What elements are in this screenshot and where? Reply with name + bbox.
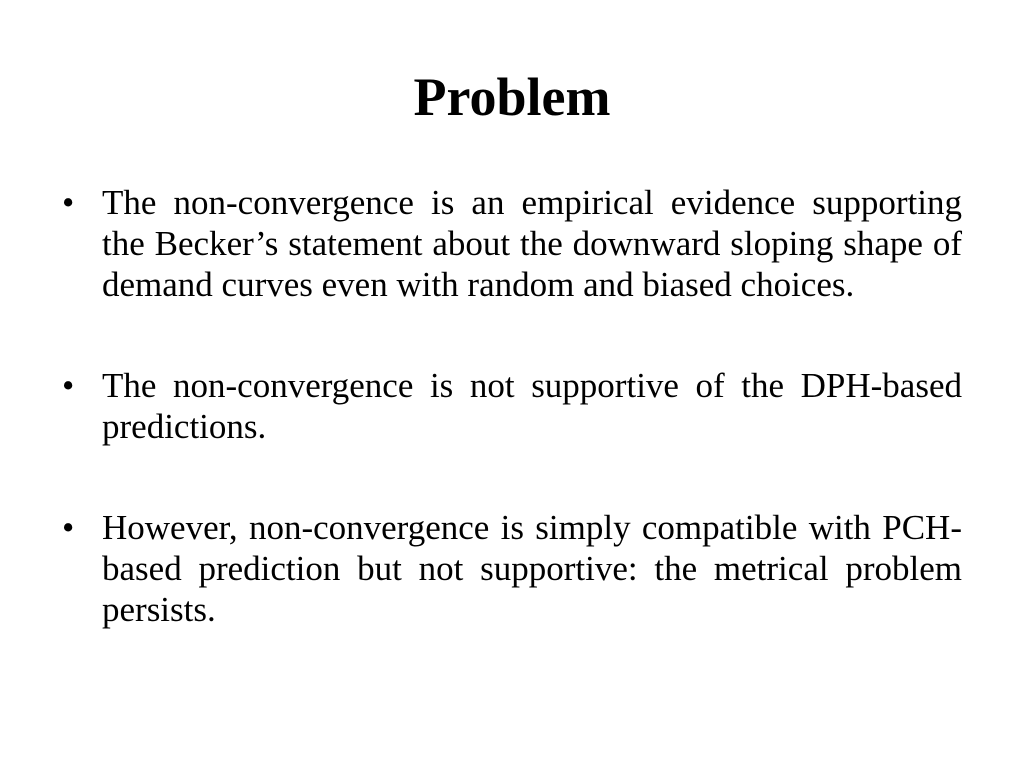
bullet-icon: •	[62, 508, 75, 547]
bullet-item-3	[52, 507, 962, 630]
bullet-icon: •	[62, 366, 75, 405]
slide-title: Problem	[413, 67, 611, 127]
bullet-list	[52, 182, 962, 630]
bullet-text-1: The non-convergence is an empirical evidence supporting the Becker’s statement about the downward sloping shape of demand curves even with random and biased choices.	[102, 183, 962, 304]
bullet-text-2: The non-convergence is not supportive of the DPH-based predictions.	[102, 366, 962, 446]
bullet-text-3: However, non-convergence is simply compatible with PCH-based prediction but not supportive: the metrical problem persists.	[102, 508, 962, 629]
bullet-item-1	[52, 182, 962, 305]
bullet-icon: •	[62, 183, 75, 222]
bullet-item-2	[52, 365, 962, 447]
